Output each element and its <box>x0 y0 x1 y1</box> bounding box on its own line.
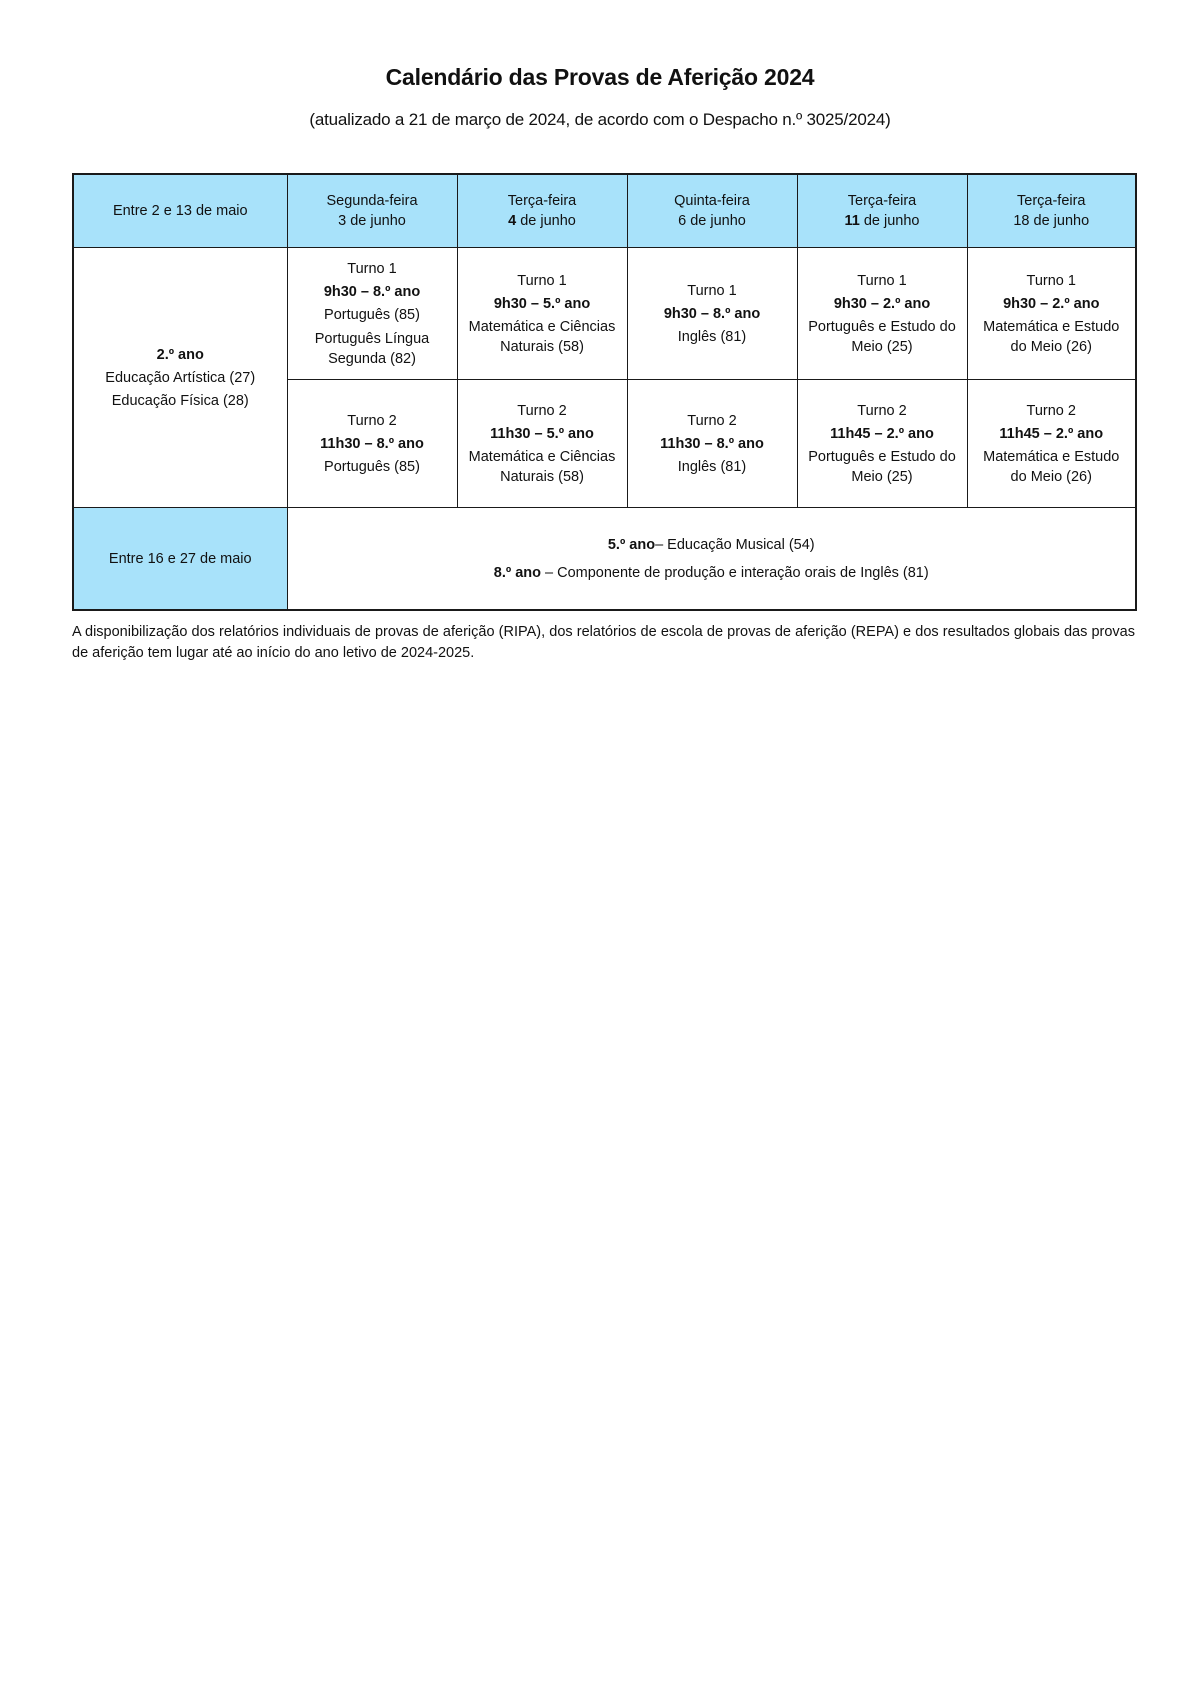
slot-time: 11h30 – 8.º ano <box>660 435 764 452</box>
subject-label: Português e Estudo do Meio (25) <box>808 318 956 355</box>
period-1-header: Entre 2 e 13 de maio <box>73 174 287 248</box>
column-date: 18 de junho <box>1013 213 1090 229</box>
turno-cell <box>967 380 1136 508</box>
turno-cell <box>627 380 797 508</box>
period-2-line: 5.º ano– Educação Musical (54) <box>607 536 815 553</box>
turno-cell <box>967 248 1136 380</box>
column-header <box>627 174 797 248</box>
slot-time: 9h30 – 2.º ano <box>833 295 931 312</box>
turno-cell <box>457 248 627 380</box>
page-title: Calendário das Provas de Aferição 2024 <box>385 64 815 90</box>
turno-cell <box>797 380 967 508</box>
subject-label: Português e Estudo do Meio (25) <box>808 448 956 485</box>
period-2-row <box>73 508 1136 611</box>
column-weekday: Terça-feira <box>847 193 917 209</box>
column-header <box>287 174 457 248</box>
turno-label: Turno 1 <box>347 260 397 277</box>
turno-cell <box>797 248 967 380</box>
column-date: 11 de junho <box>844 213 920 229</box>
subject-label: Português (85) <box>324 306 420 323</box>
footnote: A disponibilização dos relatórios individuais de provas de aferição (RIPA), dos relatórios de escola de provas de aferição (REPA) e dos resultados globais das provas de aferição tem lugar até ao início do ano letivo de 2024-2025. <box>72 624 1135 661</box>
turno-label: Turno 2 <box>687 412 737 429</box>
page-subtitle: (atualizado a 21 de março de 2024, de acordo com o Despacho n.º 3025/2024) <box>309 110 891 129</box>
slot-time: 9h30 – 8.º ano <box>663 305 761 322</box>
turno-label: Turno 1 <box>687 282 737 299</box>
period-1-grade-cell <box>73 248 287 508</box>
turno-cell <box>457 380 627 508</box>
column-weekday: Segunda-feira <box>326 193 418 209</box>
slot-time: 11h45 – 2.º ano <box>999 425 1104 442</box>
schedule-table <box>72 173 1137 611</box>
slot-time: 11h30 – 5.º ano <box>490 425 594 442</box>
column-weekday: Terça-feira <box>507 193 577 209</box>
subject-label: Inglês (81) <box>677 458 747 475</box>
slot-time: 9h30 – 5.º ano <box>493 295 591 312</box>
turno-label: Turno 2 <box>857 402 907 419</box>
turno-label: Turno 1 <box>1026 272 1076 289</box>
column-date: 4 de junho <box>508 213 576 229</box>
subject-label: Português (85) <box>324 458 420 475</box>
slot-time: 9h30 – 2.º ano <box>1003 295 1100 312</box>
turno-label: Turno 1 <box>517 272 567 289</box>
slot-time: 9h30 – 8.º ano <box>323 283 421 300</box>
column-date: 6 de junho <box>678 213 746 229</box>
subject-label: Matemática e Ciências Naturais (58) <box>468 318 616 355</box>
subject-label: Matemática e Ciências Naturais (58) <box>468 448 616 485</box>
table-header-row <box>73 174 1136 248</box>
subject-label: Matemática e Estudo do Meio (26) <box>983 318 1120 355</box>
column-weekday: Quinta-feira <box>674 193 750 209</box>
column-date: 3 de junho <box>338 213 406 229</box>
turno-cell <box>287 380 457 508</box>
turno-cell <box>627 248 797 380</box>
subject-label: Matemática e Estudo do Meio (26) <box>983 448 1120 485</box>
turno-label: Turno 2 <box>347 412 397 429</box>
turno-label: Turno 2 <box>517 402 567 419</box>
turno-1-row <box>73 248 1136 380</box>
period-2-content <box>287 508 1136 611</box>
period-2-header: Entre 16 e 27 de maio <box>73 508 287 611</box>
column-header <box>797 174 967 248</box>
slot-time: 11h30 – 8.º ano <box>320 435 424 452</box>
turno-cell <box>287 248 457 380</box>
subject-label: Educação Artística (27) <box>105 369 256 386</box>
subject-label: Inglês (81) <box>677 328 747 345</box>
turno-label: Turno 1 <box>857 272 907 289</box>
subject-label: Português Língua Segunda (82) <box>314 330 430 367</box>
column-weekday: Terça-feira <box>1017 193 1086 209</box>
period-2-line: 8.º ano – Componente de produção e interação orais de Inglês (81) <box>493 564 929 581</box>
column-header <box>967 174 1136 248</box>
grade-label: 2.º ano <box>156 346 204 363</box>
subject-label: Educação Física (28) <box>111 392 249 409</box>
slot-time: 11h45 – 2.º ano <box>830 425 934 442</box>
turno-label: Turno 2 <box>1026 402 1076 419</box>
column-header <box>457 174 627 248</box>
